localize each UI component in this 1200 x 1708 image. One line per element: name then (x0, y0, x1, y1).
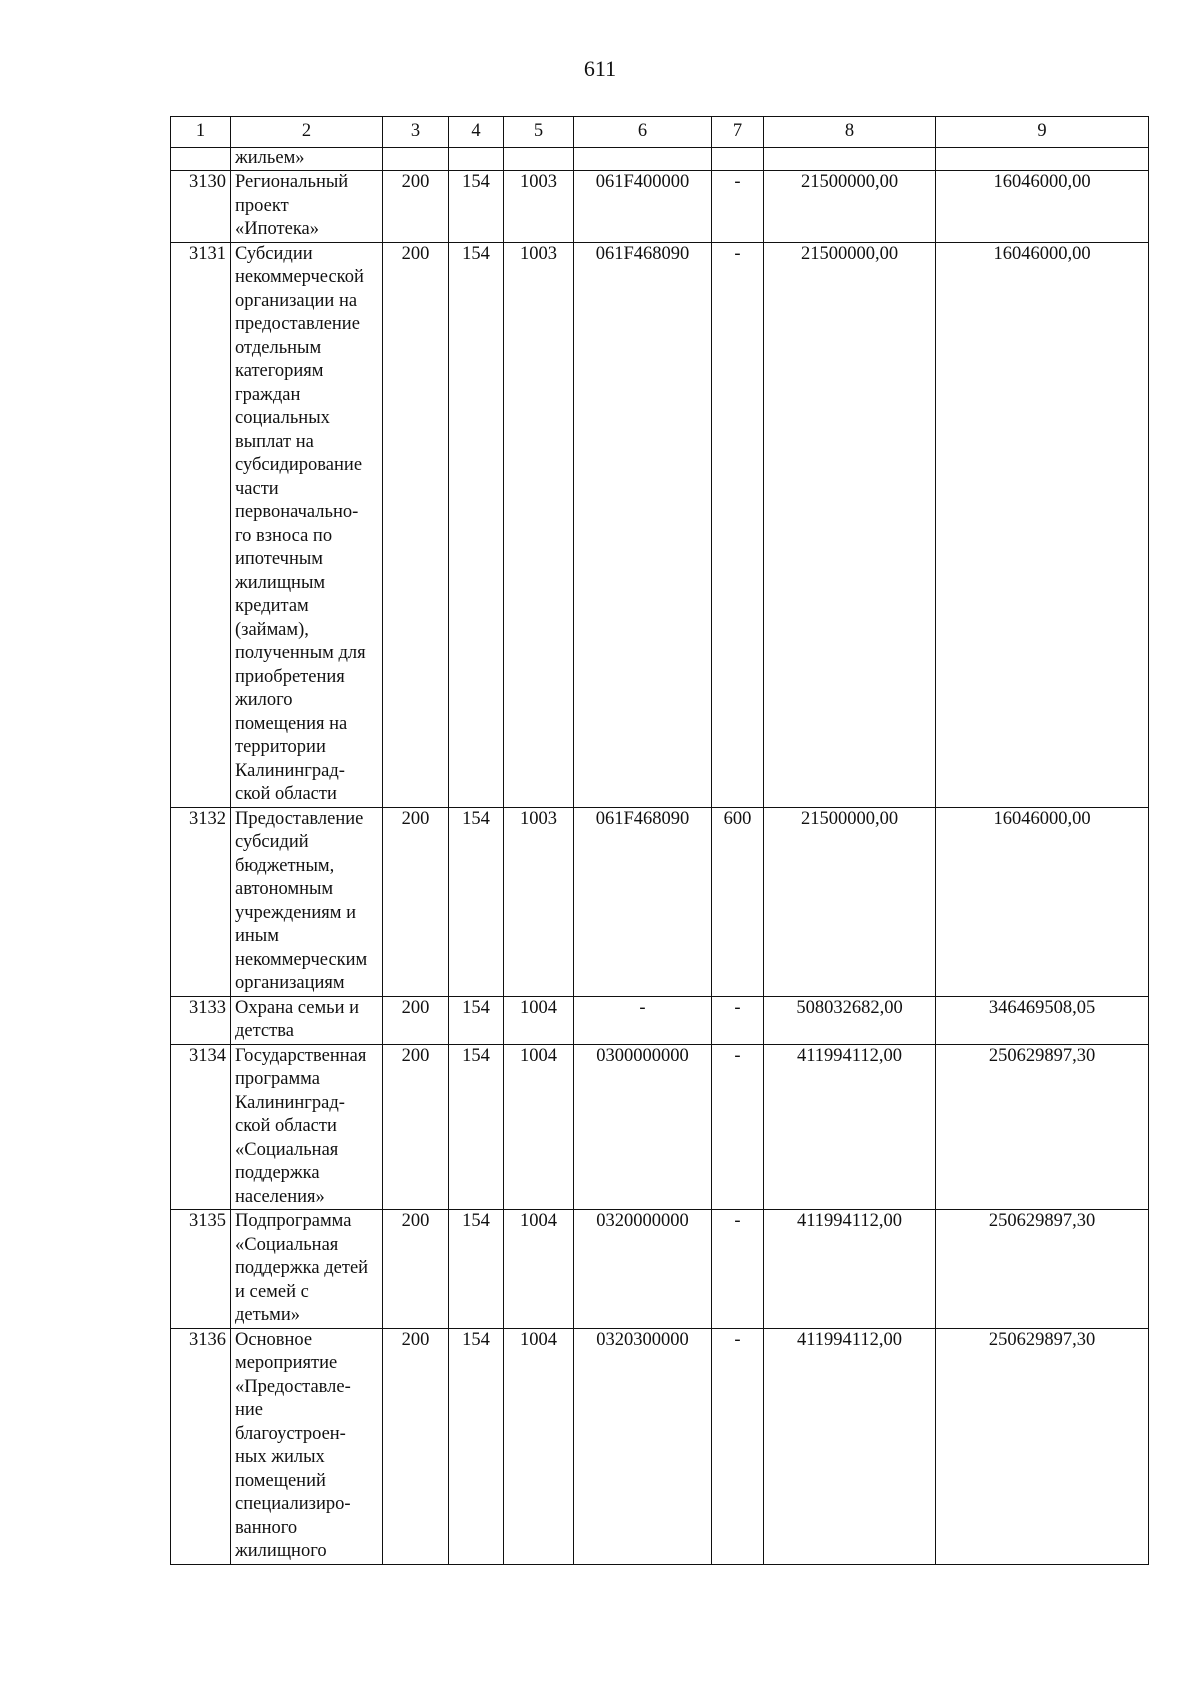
cell-col6: 0300000000 (574, 1044, 712, 1210)
empty-cell (383, 148, 449, 171)
cell-col7: - (712, 242, 764, 807)
cell-col5: 1004 (504, 1328, 574, 1564)
cell-col7: - (712, 1210, 764, 1329)
column-header: 5 (504, 117, 574, 148)
cell-col5: 1003 (504, 242, 574, 807)
continuation-text: жильем» (231, 148, 383, 171)
budget-table (170, 116, 1149, 1565)
cell-col7: - (712, 171, 764, 243)
cell-col3: 200 (383, 242, 449, 807)
cell-col9: 16046000,00 (936, 242, 1149, 807)
row-name: Подпрограмма «Социальная поддержка детей и семей с детьми» (231, 1210, 383, 1329)
header-row (171, 117, 1149, 148)
column-header: 3 (383, 117, 449, 148)
cell-col5: 1004 (504, 1044, 574, 1210)
page-number: 611 (583, 56, 617, 81)
row-name: Основное мероприятие «Предоставле- ние благоустроен- ных жилых помещений специализиро- ванного жилищного (231, 1328, 383, 1564)
cell-col3: 200 (383, 996, 449, 1044)
table-row (171, 242, 1149, 807)
column-header: 7 (712, 117, 764, 148)
table-row (171, 1210, 1149, 1329)
row-number: 3136 (171, 1328, 231, 1564)
cell-col6: 061F400000 (574, 171, 712, 243)
empty-cell (574, 148, 712, 171)
cell-col9: 16046000,00 (936, 807, 1149, 996)
cell-col6: 061F468090 (574, 807, 712, 996)
cell-col8: 21500000,00 (764, 807, 936, 996)
empty-cell (449, 148, 504, 171)
table-row (171, 171, 1149, 243)
cell-col3: 200 (383, 1328, 449, 1564)
column-header: 9 (936, 117, 1149, 148)
empty-cell (764, 148, 936, 171)
table-row (171, 1328, 1149, 1564)
row-name: Государственная программа Калининград- ской области «Социальная поддержка населения» (231, 1044, 383, 1210)
column-header: 6 (574, 117, 712, 148)
cell-col9: 250629897,30 (936, 1328, 1149, 1564)
cell-col3: 200 (383, 807, 449, 996)
cell-col8: 21500000,00 (764, 171, 936, 243)
cell-col7: 600 (712, 807, 764, 996)
cell-col5: 1004 (504, 996, 574, 1044)
cell-col8: 411994112,00 (764, 1328, 936, 1564)
cell-col5: 1004 (504, 1210, 574, 1329)
cell-col5: 1003 (504, 171, 574, 243)
cell-col3: 200 (383, 1210, 449, 1329)
column-header: 2 (231, 117, 383, 148)
empty-cell (936, 148, 1149, 171)
row-name: Субсидии некоммерческой организации на предоставление отдельным категориям граждан социальных выплат на субсидирование части первоначально- го взноса по ипотечным жилищным кредитам (займам), полученным для приобретения жилого помещения на территории Калининград- ской области (231, 242, 383, 807)
row-number: 3131 (171, 242, 231, 807)
cell-col4: 154 (449, 242, 504, 807)
cell-col9: 16046000,00 (936, 171, 1149, 243)
cell-col8: 21500000,00 (764, 242, 936, 807)
table-row (171, 1044, 1149, 1210)
table-row (171, 807, 1149, 996)
row-number: 3132 (171, 807, 231, 996)
cell-col4: 154 (449, 1210, 504, 1329)
cell-col6: - (574, 996, 712, 1044)
cell-col8: 508032682,00 (764, 996, 936, 1044)
cell-col9: 346469508,05 (936, 996, 1149, 1044)
cell-col4: 154 (449, 171, 504, 243)
cell-col4: 154 (449, 996, 504, 1044)
empty-cell (712, 148, 764, 171)
cell-col4: 154 (449, 807, 504, 996)
row-number: 3133 (171, 996, 231, 1044)
cell-col4: 154 (449, 1328, 504, 1564)
cell-col7: - (712, 996, 764, 1044)
column-header: 8 (764, 117, 936, 148)
cell-col9: 250629897,30 (936, 1044, 1149, 1210)
cell-col3: 200 (383, 1044, 449, 1210)
row-number: 3130 (171, 171, 231, 243)
row-number-cell (171, 148, 231, 171)
column-header: 4 (449, 117, 504, 148)
cell-col7: - (712, 1328, 764, 1564)
cell-col6: 061F468090 (574, 242, 712, 807)
row-name: Охрана семьи и детства (231, 996, 383, 1044)
cell-col5: 1003 (504, 807, 574, 996)
cell-col9: 250629897,30 (936, 1210, 1149, 1329)
column-header: 1 (171, 117, 231, 148)
cell-col8: 411994112,00 (764, 1044, 936, 1210)
cell-col4: 154 (449, 1044, 504, 1210)
row-name: Региональный проект «Ипотека» (231, 171, 383, 243)
cell-col3: 200 (383, 171, 449, 243)
cell-col6: 0320000000 (574, 1210, 712, 1329)
table-row (171, 996, 1149, 1044)
cell-col8: 411994112,00 (764, 1210, 936, 1329)
cell-col6: 0320300000 (574, 1328, 712, 1564)
row-number: 3135 (171, 1210, 231, 1329)
empty-cell (504, 148, 574, 171)
continuation-row (171, 148, 1149, 171)
cell-col7: - (712, 1044, 764, 1210)
row-name: Предоставление субсидий бюджетным, автономным учреждениям и иным некоммерческим организациям (231, 807, 383, 996)
row-number: 3134 (171, 1044, 231, 1210)
